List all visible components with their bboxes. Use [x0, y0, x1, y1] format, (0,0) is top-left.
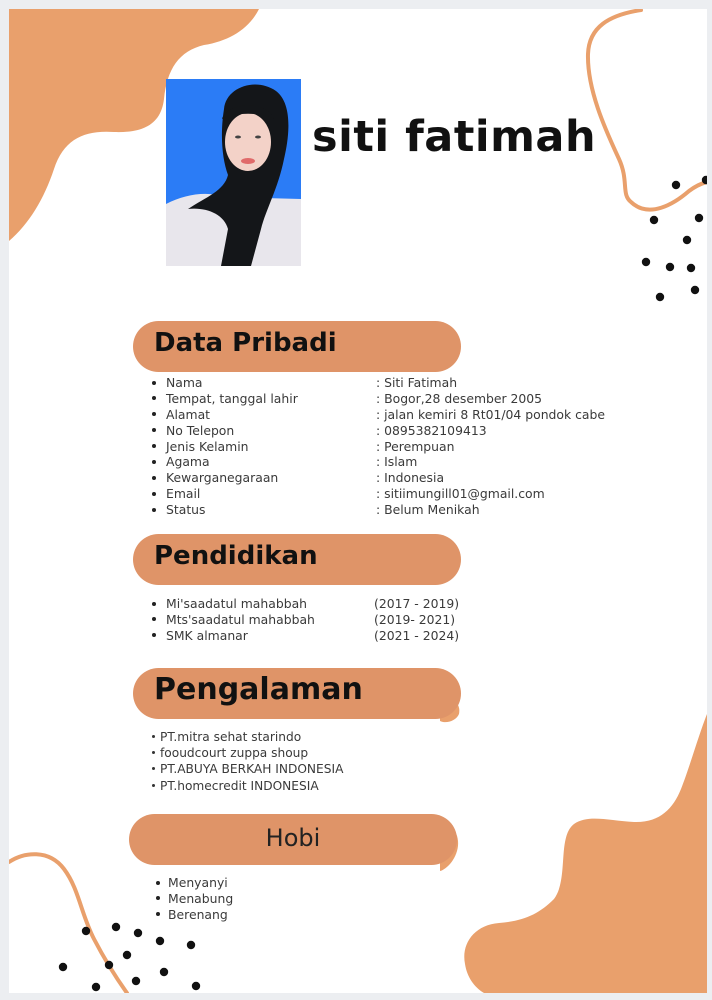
bullet-icon — [152, 602, 156, 606]
bullet-icon — [156, 896, 160, 900]
cv-page — [9, 9, 707, 993]
bullet-icon — [156, 881, 160, 885]
bottom-left-dots — [59, 923, 200, 991]
bottom-left-curve-line — [9, 854, 127, 993]
field-label: Tempat, tanggal lahir — [166, 390, 298, 406]
list-item — [152, 729, 343, 745]
bullet-icon — [152, 492, 156, 496]
field-value: : Bogor,28 desember 2005 — [376, 390, 543, 406]
school-name: Mts'saadatul mahabbah — [166, 611, 315, 627]
bullet-icon — [152, 444, 156, 448]
experience-item: PT.ABUYA BERKAH INDONESIA — [160, 762, 344, 777]
list-item — [152, 438, 455, 455]
field-label: Status — [166, 502, 206, 518]
candidate-name: siti fatimah — [312, 112, 597, 162]
experience-item: PT.mitra sehat starindo — [160, 730, 302, 744]
hobby-item: Menyanyi — [168, 875, 228, 890]
bullet-icon — [152, 428, 156, 432]
field-label: Nama — [166, 375, 203, 390]
school-years: (2017 - 2019) — [374, 596, 460, 611]
personal-data-list — [152, 375, 606, 518]
list-item — [152, 778, 343, 794]
list-item — [152, 502, 480, 518]
bullet-icon — [152, 396, 156, 400]
section-title-hobbies: Hobi — [265, 824, 321, 852]
bullet-icon — [152, 476, 156, 480]
bullet-icon — [156, 912, 160, 916]
top-right-curve-line — [588, 10, 707, 210]
school-years: (2021 - 2024) — [374, 627, 460, 643]
section-title-personal: Data Pribadi — [154, 328, 337, 358]
list-item — [156, 907, 233, 923]
hobby-item: Berenang — [168, 906, 228, 922]
field-value: : 0895382109413 — [376, 422, 487, 438]
list-item — [152, 470, 445, 486]
experience-item: fooudcourt zuppa shoup — [160, 746, 309, 761]
list-item — [152, 761, 343, 777]
bullet-icon — [152, 735, 155, 738]
field-label: Email — [166, 486, 201, 502]
list-item — [152, 596, 460, 612]
bullet-icon — [152, 460, 156, 464]
field-label: Alamat — [166, 406, 211, 422]
list-item — [152, 486, 545, 502]
list-item — [156, 875, 233, 891]
list-item — [156, 891, 233, 907]
bullet-icon — [152, 381, 156, 385]
school-name: Mi'saadatul mahabbah — [166, 596, 308, 611]
bullet-icon — [152, 751, 155, 754]
field-label: No Telepon — [166, 422, 235, 438]
list-item — [152, 745, 343, 761]
field-label: Agama — [166, 454, 210, 470]
experience-item: PT.homecredit INDONESIA — [160, 778, 319, 793]
experience-list — [152, 729, 343, 794]
list-item — [152, 422, 487, 439]
list-item — [152, 390, 543, 407]
person-photo-icon — [166, 79, 301, 266]
field-value: : Indonesia — [376, 470, 445, 486]
list-item — [152, 611, 456, 628]
list-item — [152, 375, 458, 391]
field-value: : Islam — [376, 454, 418, 470]
hobbies-list — [156, 875, 233, 923]
field-value: : Belum Menikah — [376, 502, 480, 518]
bullet-icon — [152, 508, 156, 512]
top-right-dots — [642, 176, 707, 301]
bullet-icon — [152, 767, 155, 770]
list-item — [152, 454, 418, 470]
bullet-icon — [152, 617, 156, 621]
school-name: SMK almanar — [166, 627, 248, 643]
profile-photo — [166, 79, 301, 266]
hobby-item: Menabung — [168, 890, 234, 906]
bullet-icon — [152, 412, 156, 416]
section-title-experience: Pengalaman — [154, 672, 363, 707]
field-value: : Perempuan — [376, 438, 455, 454]
list-item — [152, 627, 460, 644]
field-value: : sitiimungill01@gmail.com — [376, 486, 545, 502]
list-item — [152, 406, 606, 423]
field-value: : jalan kemiri 8 Rt01/04 pondok cabe — [376, 406, 606, 422]
bullet-icon — [152, 784, 155, 787]
bullet-icon — [152, 633, 156, 637]
bottom-right-blob-shape — [464, 714, 707, 993]
section-title-education: Pendidikan — [154, 541, 318, 571]
field-label: Kewarganegaraan — [166, 470, 279, 486]
school-years: (2019- 2021) — [374, 611, 456, 627]
education-list — [152, 596, 460, 644]
field-label: Jenis Kelamin — [166, 438, 249, 454]
field-value: : Siti Fatimah — [376, 375, 458, 390]
